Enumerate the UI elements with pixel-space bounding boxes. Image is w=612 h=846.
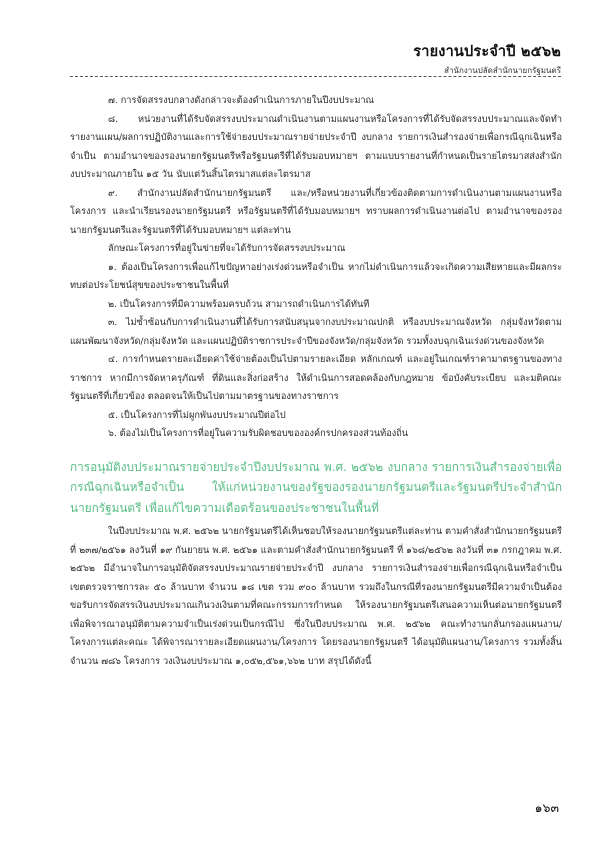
paragraph: ในปีงบประมาณ พ.ศ. ๒๕๖๒ นายกรัฐมนตรีได้เห็นชอบให้รองนายกรัฐมนตรีแต่ละท่าน ตามคำสั่งสำนักนายกรัฐมนตรี ที่ ๒๓๗/๒๕๖๑ ลงวันที่ ๑๙ กันยายน พ.ศ. ๒๕๖๑ และตามคำสั่งสำนักนายกรัฐมนตรี ที่ ๑๖๘/๒๕๖๒ ลงวันที่ ๓๑ กรกฎาคม พ.ศ. ๒๕๖๒ มีอำนาจในการอนุมัติจัดสรรงบประมาณรายจ่ายประจำปี งบกลาง รายการเงินสำรองจ่ายเพื่อกรณีฉุกเฉินหรือจำเป็น เขตตรวจราชการละ ๕๐ ล้านบาท จำนวน ๑๘ เขต รวม ๙๐๐ ล้านบาท รวมถึงในกรณีที่รองนายกรัฐมนตรีมีความจำเป็นต้องขอรับการจัดสรรเงินงบประมาณเกินวงเงินตามที่คณะกรรมการกำหนด ให้รองนายกรัฐมนตรีเสนอความเห็นต่อนายกรัฐมนตรีเพื่อพิจารณาอนุมัติตามความจำเป็นเร่งด่วนเป็นกรณีไป ซึ่งในปีงบประมาณ พ.ศ. ๒๕๖๒ คณะทำงานกลั่นกรองแผนงาน/โครงการแต่ละคณะ ได้พิจารณารายละเอียดแผนงาน/โครงการ โดยรองนายกรัฐมนตรี ได้อนุมัติแผนงาน/โครงการ รวมทั้งสิ้นจำนวน ๗๘๖ โครงการ วงเงินงบประมาณ ๑,๐๕๒,๕๖๑,๖๖๒ บาท สรุปได้ดังนี้ (70, 526, 562, 667)
header-divider (70, 76, 561, 77)
paragraph: ๒. เป็นโครงการที่มีความพร้อมครบถ้วน สามารถดำเนินการได้ทันที (108, 298, 370, 310)
page-body (70, 92, 562, 671)
paragraph: ๔. การกำหนดรายละเอียดค่าใช้จ่ายต้องเป็นไปตามรายละเอียด หลักเกณฑ์ และอยู่ในเกณฑ์ราคามาตรฐานของทางราชการ หากมีการจัดหาครุภัณฑ์ ที่ดินและสิ่งก่อสร้าง ให้ดำเนินการสอดคล้องกับกฎหมาย ข้อบังคับระเบียบ และมติคณะรัฐมนตรีที่เกี่ยวข้อง ตลอดจนให้เป็นไปตามมาตรฐานของทางราชการ (70, 354, 562, 402)
paragraph: ลักษณะโครงการที่อยู่ในข่ายที่จะได้รับการจัดสรรงบประมาณ (108, 243, 346, 254)
paragraph: ๓. ไม่ซ้ำซ้อนกับการดำเนินงานที่ได้รับการสนับสนุนจากงบประมาณปกติ หรืองบประมาณจังหวัด กลุ่มจังหวัดตามแผนพัฒนาจังหวัด/กลุ่มจังหวัด และแผนปฏิบัติราชการประจำปีของจังหวัด/กลุ่มจังหวัด รวมทั้งงบฉุกเฉินเร่งด่วนของจังหวัด (70, 317, 562, 347)
report-title: รายงานประจำปี ๒๕๖๒ (413, 43, 561, 60)
paragraph: ๕. เป็นโครงการที่ไม่ผูกพันงบประมาณปีต่อไป (108, 409, 286, 421)
report-subtitle: สำนักงานปลัดสำนักนายกรัฐมนตรี (444, 66, 561, 75)
paragraph: ๑. ต้องเป็นโครงการเพื่อแก้ไขปัญหาอย่างเร่งด่วนหรือจำเป็น หากไม่ดำเนินการแล้วจะเกิดความเสียหายและมีผลกระทบต่อประโยชน์สุขของประชาชนในพื้นที่ (70, 261, 562, 291)
paragraph: ๘. หน่วยงานที่ได้รับจัดสรรงบประมาณดำเนินงานตามแผนงานหรือโครงการที่ได้รับจัดสรรงบประมาณและจัดทำรายงานแผน/ผลการปฏิบัติงานและการใช้จ่ายงบประมาณรายจ่ายประจำปี งบกลาง รายการเงินสำรองจ่ายเพื่อกรณีฉุกเฉินหรือจำเป็น ตามอำนาจของรองนายกรัฐมนตรีหรือรัฐมนตรีที่ได้รับมอบหมายฯ ตามแบบรายงานที่กำหนดเป็นรายไตรมาสส่งสำนักงบประมาณภายใน ๑๕ วัน นับแต่วันสิ้นไตรมาสแต่ละไตรมาส (70, 113, 562, 180)
paragraph: ๖. ต้องไม่เป็นโครงการที่อยู่ในความรับผิดชอบขององค์กรปกครองส่วนท้องถิ่น (108, 428, 409, 439)
page-header (413, 40, 561, 77)
paragraph: ๙. สำนักงานปลัดสำนักนายกรัฐมนตรี และ/หรือหน่วยงานที่เกี่ยวข้องติดตามการดำเนินงานตามแผนงานหรือโครงการ และนำเรียนรองนายกรัฐมนตรี หรือรัฐมนตรีที่ได้รับมอบหมายฯ ทราบผลการดำเนินงานต่อไป ตามอำนาจของรองนายกรัฐมนตรีและรัฐมนตรีที่ได้รับมอบหมายฯ แต่ละท่าน (70, 187, 562, 236)
paragraph: ๗. การจัดสรรงบกลางดังกล่าวจะต้องดำเนินการภายในปีงบประมาณ (108, 95, 375, 106)
section-heading: การอนุมัติงบประมาณรายจ่ายประจำปีงบประมาณ พ.ศ. ๒๕๖๒ งบกลาง รายการเงินสำรองจ่ายเพื่อกรณีฉุกเฉินหรือจำเป็น ให้แก่หน่วยงานของรัฐของรองนายกรัฐมนตรีและรัฐมนตรีประจำสำนักนายกรัฐมนตรี เพื่อแก้ไขความเดือดร้อนของประชาชนในพื้นที่ (70, 459, 562, 515)
page-number: ๑๖๓ (534, 800, 559, 815)
